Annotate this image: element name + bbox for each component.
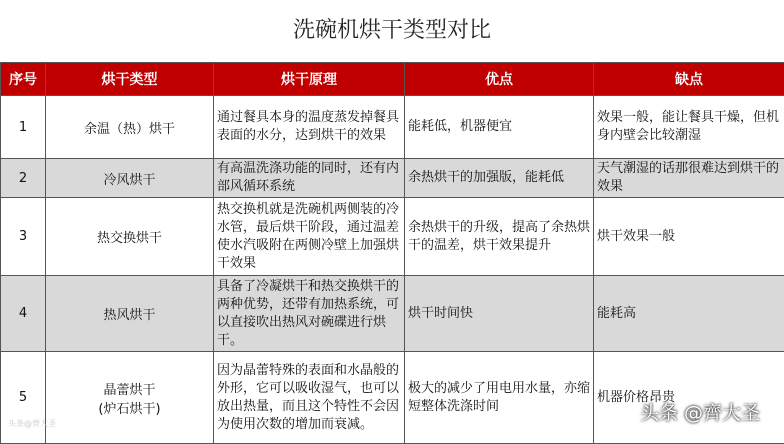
table-row	[1, 96, 784, 159]
cell-type: 热风烘干	[46, 276, 214, 352]
cell-cons: 烘干效果一般	[594, 198, 784, 276]
cell-no: 3	[1, 198, 46, 276]
table-row	[1, 159, 784, 198]
cell-principle: 具备了冷凝烘干和热交换烘干的两种优势，还带有加热系统，可以直接吹出热风对碗碟进行烘干。	[214, 276, 405, 352]
table-row	[1, 276, 784, 352]
table-header-row	[1, 63, 784, 96]
header-cons: 缺点	[594, 63, 784, 96]
cell-cons: 能耗高	[594, 276, 784, 352]
cell-pros: 烘干时间快	[405, 276, 594, 352]
cell-principle: 因为晶蕾特殊的表面和水晶般的外形，它可以吸收湿气，也可以放出热量，而且这个特性不会因为使用次数的增加而衰减。	[214, 352, 405, 444]
watermark-small: 头条@齊大圣	[8, 418, 56, 429]
cell-no: 1	[1, 96, 46, 159]
cell-type: 余温（热）烘干	[46, 96, 214, 159]
header-pros: 优点	[405, 63, 594, 96]
cell-type: 冷风烘干	[46, 159, 214, 198]
cell-type	[46, 352, 214, 444]
cell-cons: 效果一般，能让餐具干燥，但机身内壁会比较潮湿	[594, 96, 784, 159]
cell-principle: 通过餐具本身的温度蒸发掉餐具表面的水分，达到烘干的效果	[214, 96, 405, 159]
page-title: 洗碗机烘干类型对比	[0, 0, 784, 62]
cell-type-line2: (炉石烘干)	[98, 402, 160, 417]
cell-cons: 机器价格昂贵	[594, 352, 784, 444]
cell-cons: 天气潮湿的话那很难达到烘干的效果	[594, 159, 784, 198]
cell-no: 2	[1, 159, 46, 198]
comparison-table	[0, 62, 784, 444]
cell-type: 热交换烘干	[46, 198, 214, 276]
watermark: 头条 @齊大圣	[640, 398, 760, 425]
cell-no: 5	[1, 352, 46, 444]
header-principle: 烘干原理	[214, 63, 405, 96]
header-type: 烘干类型	[46, 63, 214, 96]
header-no: 序号	[1, 63, 46, 96]
cell-principle: 有高温洗涤功能的同时，还有内部风循环系统	[214, 159, 405, 198]
cell-no: 4	[1, 276, 46, 352]
cell-principle: 热交换机就是洗碗机两侧装的冷水管，最后烘干阶段，通过温差使水汽吸附在两侧冷壁上加强烘干效果	[214, 198, 405, 276]
cell-pros: 余热烘干的加强版，能耗低	[405, 159, 594, 198]
cell-pros: 极大的减少了用电用水量，亦缩短整体洗涤时间	[405, 352, 594, 444]
cell-pros: 余热烘干的升级，提高了余热烘干的温差，烘干效果提升	[405, 198, 594, 276]
cell-type-line1: 晶蕾烘干	[103, 383, 155, 398]
table-row	[1, 198, 784, 276]
cell-pros: 能耗低，机器便宜	[405, 96, 594, 159]
